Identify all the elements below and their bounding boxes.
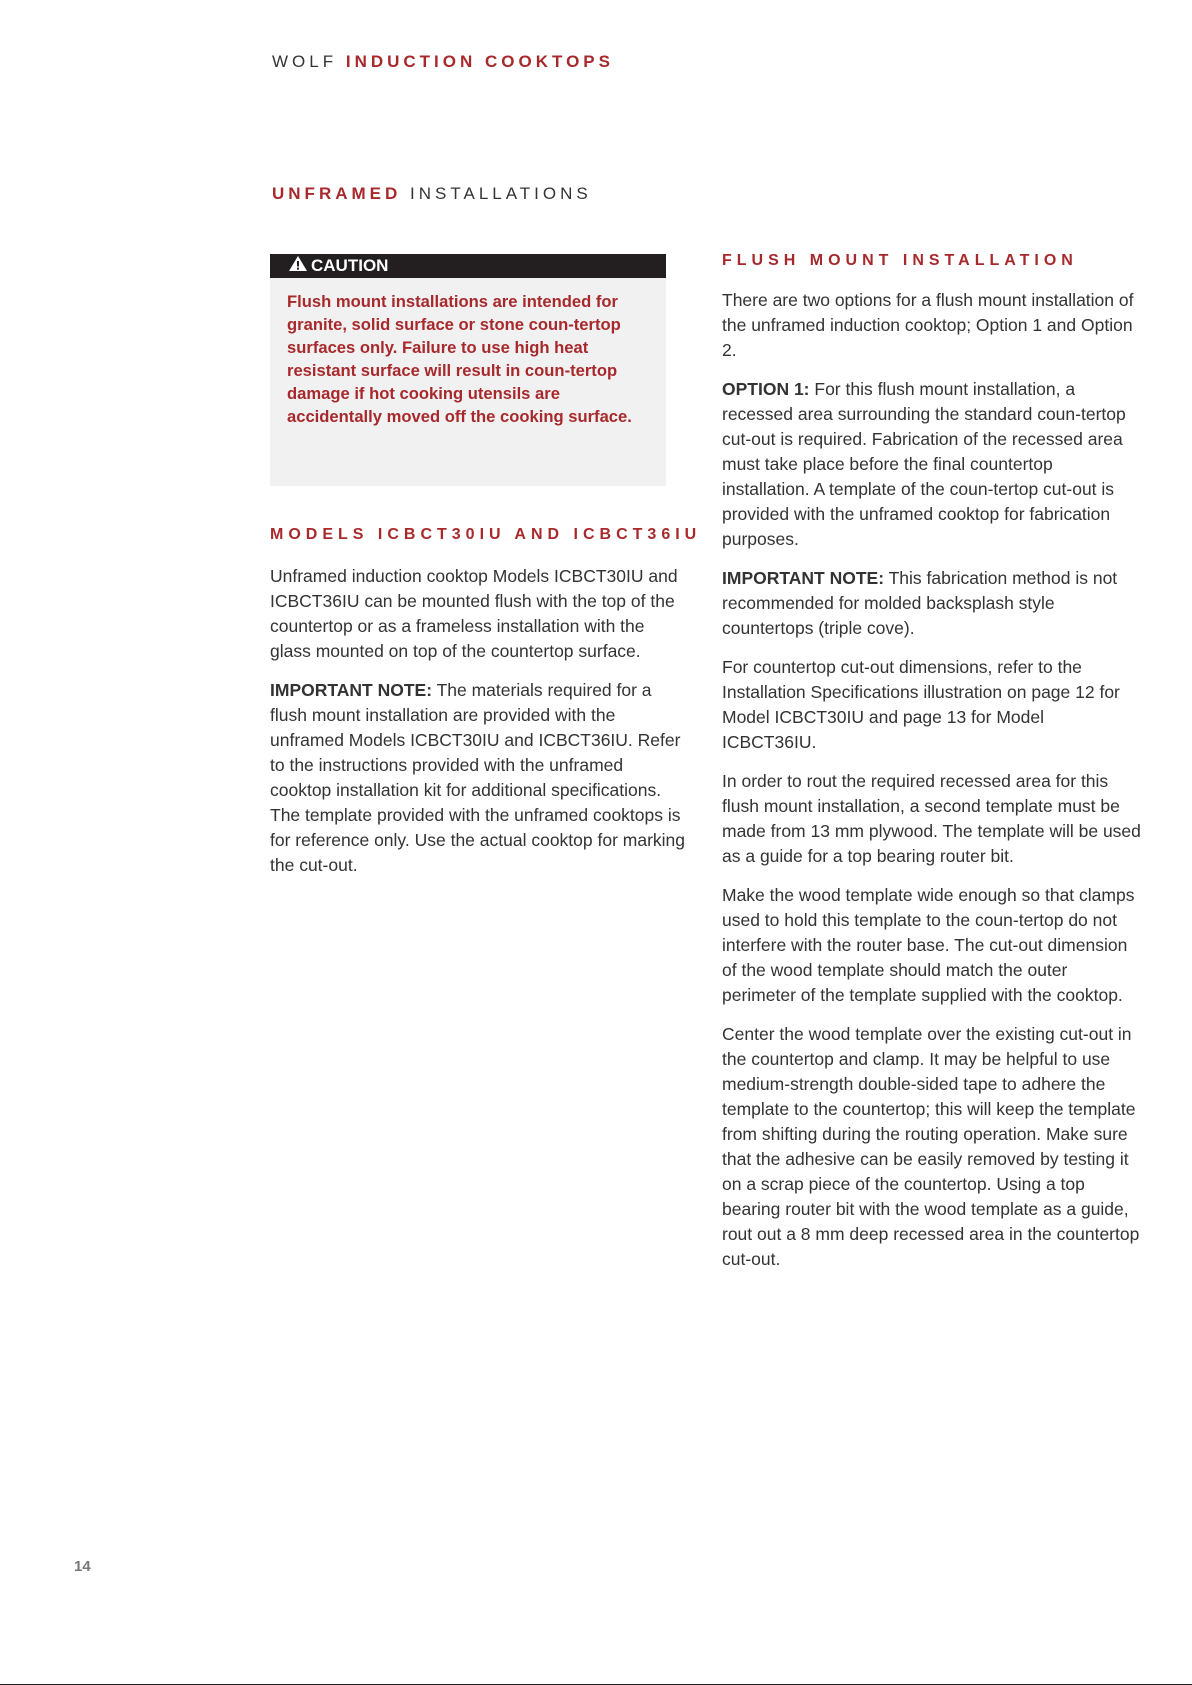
- product-line: INDUCTION COOKTOPS: [345, 52, 614, 71]
- note-text: This fabrication method is not recommended for molded backsplash style countertops (triple cove).: [722, 568, 1118, 638]
- caution-text: Flush mount installations are intended for granite, solid surface or stone coun-tertop surfaces only. Failure to use high heat resistant surface will result in coun-tertop damage if hot cooking utensils are accidentally moved off the cooking surface.: [270, 278, 666, 486]
- right-column: [722, 252, 1142, 1272]
- option-text: For this flush mount installation, a recessed area surrounding the standard coun-tertop cut-out is required. Fabrication of the recessed area must take place before the final countertop installation. A template of the coun-tertop cut-out is provided with the unframed cooktop for fabrication purposes.: [722, 379, 1126, 549]
- note-label: IMPORTANT NOTE:: [270, 680, 433, 700]
- warning-triangle-icon: [288, 255, 311, 277]
- center-template-paragraph: Center the wood template over the existing cut-out in the countertop and clamp. It may be helpful to use medium-strength double-sided tape to adhere the template to the countertop; this will keep the template from shifting during the routing operation. Make sure that the adhesive can be easily removed by testing it on a scrap piece of the countertop. Using a top bearing router bit with the wood template as a guide, rout out a 8 mm deep recessed area in the countertop cut-out.: [722, 1024, 1140, 1269]
- option-1-paragraph: [722, 377, 1142, 552]
- wood-template-paragraph: Make the wood template wide enough so that clamps used to hold this template to the coun-tertop do not interfere with the router base. The cut-out dimension of the wood template should match the outer perimeter of the template supplied with the cooktop.: [722, 885, 1135, 1005]
- section-title-rest: INSTALLATIONS: [410, 184, 592, 203]
- section-title: [272, 184, 592, 204]
- rout-paragraph: In order to rout the required recessed area for this flush mount installation, a second template must be made from 13 mm plywood. The template will be used as a guide for a top bearing router bit.: [722, 771, 1141, 866]
- brand-name: WOLF: [272, 52, 338, 71]
- models-heading: MODELS ICBCT30IU AND ICBCT36IU: [270, 526, 702, 543]
- flush-mount-heading: FLUSH MOUNT INSTALLATION: [722, 252, 1078, 269]
- caution-label: CAUTION: [311, 256, 389, 275]
- note-label: IMPORTANT NOTE:: [722, 568, 885, 588]
- flush-intro-paragraph: There are two options for a flush mount installation of the unframed induction cooktop; Option 1 and Option 2.: [722, 290, 1134, 360]
- section-title-accent: UNFRAMED: [272, 184, 402, 203]
- models-important-note: [270, 678, 686, 878]
- page-number: 14: [74, 1558, 91, 1575]
- running-header: [272, 52, 614, 72]
- note-text: The materials required for a flush mount installation are provided with the unframed Models ICBCT30IU and ICBCT36IU. Refer to the instructions provided with the unframed cooktop installation kit for additional specifications. The template provided with the unframed cooktops is for reference only. Use the actual cooktop for marking the cut-out.: [270, 680, 686, 875]
- option-label: OPTION 1:: [722, 379, 810, 399]
- flush-important-note: [722, 566, 1142, 641]
- dimensions-paragraph: For countertop cut-out dimensions, refer to the Installation Specifications illustration on page 12 for Model ICBCT30IU and page 13 for Model ICBCT36IU.: [722, 657, 1120, 752]
- left-column: [270, 254, 702, 878]
- caution-bar: [270, 254, 666, 278]
- caution-box: [270, 254, 666, 486]
- models-paragraph: Unframed induction cooktop Models ICBCT30IU and ICBCT36IU can be mounted flush with the top of the countertop or as a frameless installation with the glass mounted on top of the countertop surface.: [270, 566, 678, 661]
